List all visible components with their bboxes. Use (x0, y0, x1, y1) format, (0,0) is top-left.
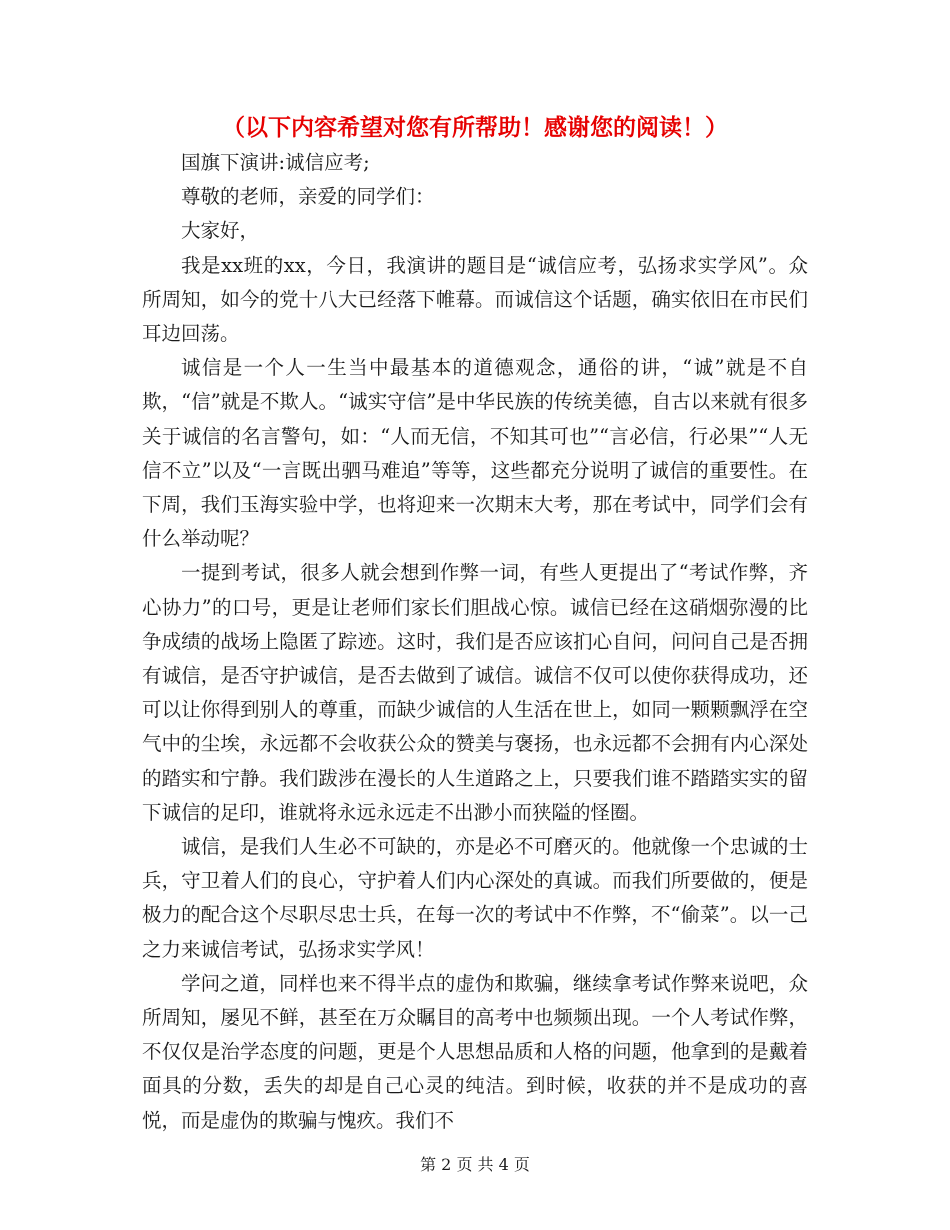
salutation: 尊敬的老师，亲爱的同学们： (181, 185, 435, 209)
document-body (142, 146, 808, 1138)
speech-title: 国旗下演讲:诚信应考; (181, 151, 370, 174)
paragraph: 学问之道，同样也来不得半点的虚伪和欺骗，继续拿考试作弊来说吧，众所周知，屡见不鲜，甚至在万众瞩目的高考中也频频出现。一个人考试作弊，不仅仅是治学态度的问题，更是个人思想品质和人格的问题，他拿到的是戴着面具的分数，丢失的却是自己心灵的纯洁。到时候，收获的并不是成功的喜悦，而是虚伪的欺骗与愧疚。我们不 (142, 971, 808, 1132)
page-footer: 第 2 页 共 4 页 (420, 1155, 530, 1174)
greeting: 大家好， (181, 219, 260, 243)
paragraph: 一提到考试，很多人就会想到作弊一词，有些人更提出了“考试作弊，齐心协力”的口号，更是让老师们家长们胆战心惊。诚信已经在这硝烟弥漫的比争成绩的战场上隐匿了踪迹。这时，我们是否应该扪心自问，问问自己是否拥有诚信，是否守护诚信，是否去做到了诚信。诚信不仅可以使你获得成功，还可以让你得到别人的尊重，而缺少诚信的人生活在世上，如同一颗颗飘浮在空气中的尘埃，永远都不会收获公众的赞美与褒扬，也永远都不会拥有内心深处的踏实和宁静。我们跋涉在漫长的人生道路之上，只要我们谁不踏踏实实的留下诚信的足印，谁就将永远永远走不出渺小而狭隘的怪圈。 (142, 561, 808, 824)
paragraph: 诚信是一个人一生当中最基本的道德观念，通俗的讲，“诚”就是不自欺，“信”就是不欺人。“诚实守信”是中华民族的传统美德，自古以来就有很多关于诚信的名言警句，如：“人而无信，不知其可也”“言必信，行必果”“人无信不立”以及“一言既出驷马难追”等等，这些都充分说明了诚信的重要性。在下周，我们玉海实验中学，也将迎来一次期末大考，那在考试中，同学们会有什么举动呢？ (142, 356, 808, 551)
paragraph: 我是xx班的xx，今日，我演讲的题目是“诚信应考，弘扬求实学风”。众所周知，如今的党十八大已经落下帷幕。而诚信这个话题，确实依旧在市民们耳边回荡。 (142, 253, 808, 346)
paragraph: 诚信，是我们人生必不可缺的，亦是必不可磨灭的。他就像一个忠诚的士兵，守卫着人们的良心，守护着人们内心深处的真诚。而我们所要做的，便是极力的配合这个尽职尽忠士兵，在每一次的考试中不作弊，不“偷菜”。以一己之力来诚信考试，弘扬求实学风！ (142, 835, 808, 961)
header-banner: （以下内容希望对您有所帮助！感谢您的阅读！） (222, 114, 728, 141)
